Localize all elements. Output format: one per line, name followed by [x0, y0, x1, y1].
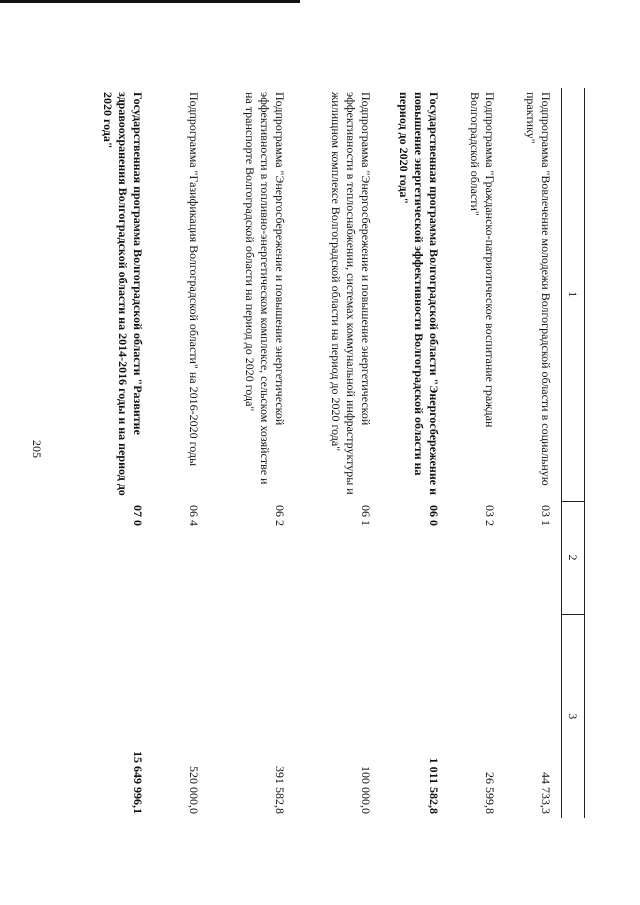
program-amount: 391 582,8 [273, 766, 287, 814]
program-code: 06 2 [273, 505, 287, 526]
program-amount: 1 011 582,8 [427, 757, 441, 814]
column-header-1: 1 [562, 88, 585, 501]
program-code: 06 4 [187, 505, 201, 526]
table-row [77, 88, 153, 818]
program-code: 03 1 [539, 505, 553, 526]
table-header-row [562, 88, 585, 818]
program-name: Подпрограмма "Энергосбережение и повышение энергетической эффективности в топливно-энергетическом комплексе, сельском хозяйстве и на транспорте Волгоградской области на период до 2020 года" [243, 92, 287, 485]
program-amount: 100 000,0 [359, 766, 373, 814]
program-name: Подпрограмма "Газификация Волгоградской области" на 2016-2020 годы [187, 92, 201, 467]
table-row [295, 88, 381, 818]
program-code: 06 1 [359, 505, 373, 526]
program-code: 07 0 [131, 505, 145, 526]
table-row [153, 88, 209, 818]
budget-table [77, 88, 585, 818]
program-name: Государственная программа Волгоградской области "Развитие здравоохранения Волгоградской области на 2014-2016 годы и на период до 2020 года" [101, 92, 145, 496]
table-row [381, 88, 449, 818]
program-name: Подпрограмма "Гражданско-патриотическое воспитание граждан Волгоградской области" [468, 92, 497, 428]
program-name: Подпрограмма "Вовлечение молодежи Волгоградской области в социальную практику" [524, 92, 553, 486]
program-amount: 520 000,0 [187, 766, 201, 814]
program-amount: 44 733,3 [539, 772, 553, 814]
table-row [209, 88, 295, 818]
program-amount: 26 599,8 [483, 772, 497, 814]
page-number: 205 [30, 440, 44, 458]
table-row [449, 88, 505, 818]
column-header-2: 2 [562, 501, 585, 614]
program-name: Подпрограмма "Энергосбережение и повышение энергетической эффективности в теплоснабжении, системах коммунальной инфраструктуры и жилищном комплексе Волгоградской области на период до 2020 года" [329, 92, 373, 495]
table-row [505, 88, 562, 818]
program-code: 06 0 [427, 505, 441, 526]
program-name: Государственная программа Волгоградской области "Энергосбережение и повышение энергетической эффективности Волгоградской области на период до 2020 года" [397, 92, 441, 495]
program-code: 03 2 [483, 505, 497, 526]
column-header-3: 3 [562, 614, 585, 818]
program-amount: 15 649 996,1 [131, 751, 145, 814]
